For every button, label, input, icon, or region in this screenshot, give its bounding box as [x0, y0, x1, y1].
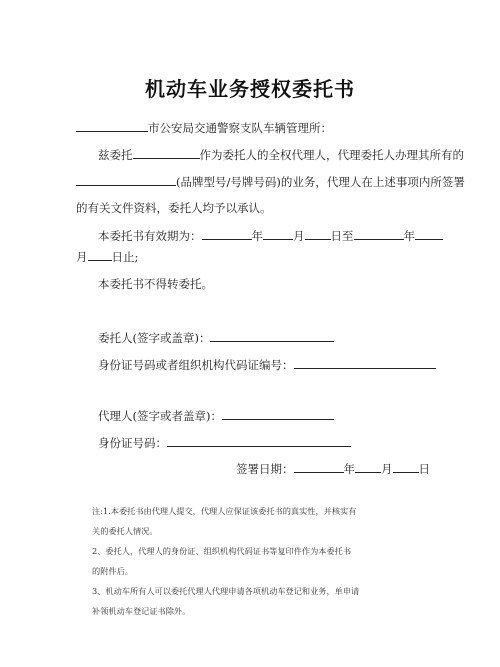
vehicle-text: (品牌型号/号牌号码)的业务，代理人在上述事项内所签署 [176, 175, 465, 189]
city-blank[interactable] [76, 119, 148, 132]
start-day-blank[interactable] [305, 227, 331, 240]
principal-signature-blank[interactable] [210, 329, 334, 342]
sign-month-label: 月 [381, 462, 393, 476]
note-1-line-1: 注:1.本委托书由代理人提交，代理人应保证该委托书的真实性，并核实有 [92, 506, 357, 516]
day-to-label: 日至 [330, 229, 354, 243]
note-2-line-1: 2、委托人，代理人的身份证、组织机构代码证书等复印件作为本委托书 [92, 546, 352, 556]
no-transfer-line: 本委托书不得转委托。 [98, 277, 213, 291]
entrust-line [98, 146, 464, 163]
entrust-prefix: 兹委托 [98, 148, 133, 162]
end-day-blank[interactable] [88, 248, 112, 261]
addressee-line [76, 119, 332, 136]
start-year-label: 年 [251, 229, 263, 243]
document-title: 机动车业务授权委托书 [145, 77, 355, 101]
entrust-mid: 作为委托人的全权代理人，代理委托人办理其所有的 [199, 148, 464, 162]
addressee-text: 市公安局交通警察支队车辆管理所： [148, 121, 332, 135]
sign-year-blank[interactable] [294, 460, 344, 473]
note-1-line-2: 关的委托人情况。 [92, 526, 158, 536]
end-month-blank[interactable] [415, 227, 443, 240]
acknowledge-line: 的有关文件资料，委托人均予以承认。 [76, 201, 272, 215]
agent-id-label: 身份证号码： [98, 436, 167, 450]
start-year-blank[interactable] [202, 227, 252, 240]
principal-id-label: 身份证号码或者组织机构代码证编号： [98, 358, 294, 372]
agent-name-blank[interactable] [133, 146, 200, 159]
vehicle-line [76, 173, 465, 190]
sign-day-blank[interactable] [393, 460, 419, 473]
day-end-label: 日止; [111, 250, 139, 264]
principal-label: 委托人(签字或盖章)： [98, 331, 211, 345]
agent-signature-line [98, 407, 334, 424]
agent-id-blank[interactable] [167, 434, 351, 447]
validity-prefix: 本委托书有效期为： [98, 229, 202, 243]
start-month-label: 月 [293, 229, 305, 243]
note-3-line-2: 补领机动车登记证书除外。 [92, 606, 191, 616]
validity-line-2 [76, 248, 138, 265]
sign-date-line [236, 460, 430, 477]
principal-id-line [98, 356, 436, 373]
agent-signature-blank[interactable] [222, 407, 334, 420]
end-year-blank[interactable] [354, 227, 404, 240]
sign-month-blank[interactable] [355, 460, 381, 473]
validity-line [98, 227, 443, 244]
start-month-blank[interactable] [263, 227, 293, 240]
sign-date-label: 签署日期： [236, 462, 294, 476]
agent-label: 代理人(签字或者盖章)： [98, 409, 222, 423]
principal-signature-line [98, 329, 334, 346]
sign-year-label: 年 [343, 462, 355, 476]
sign-day-label: 日 [418, 462, 430, 476]
end-year-label: 年 [403, 229, 415, 243]
agent-id-line [98, 434, 351, 451]
vehicle-model-blank[interactable] [76, 173, 176, 186]
principal-id-blank[interactable] [294, 356, 436, 369]
note-3-line-1: 3、机动车所有人可以委托代理人代理申请各项机动车登记和业务，单申请 [92, 586, 360, 596]
note-2-line-2: 的附件后。 [92, 566, 133, 576]
end-month-label: 月 [76, 250, 88, 264]
